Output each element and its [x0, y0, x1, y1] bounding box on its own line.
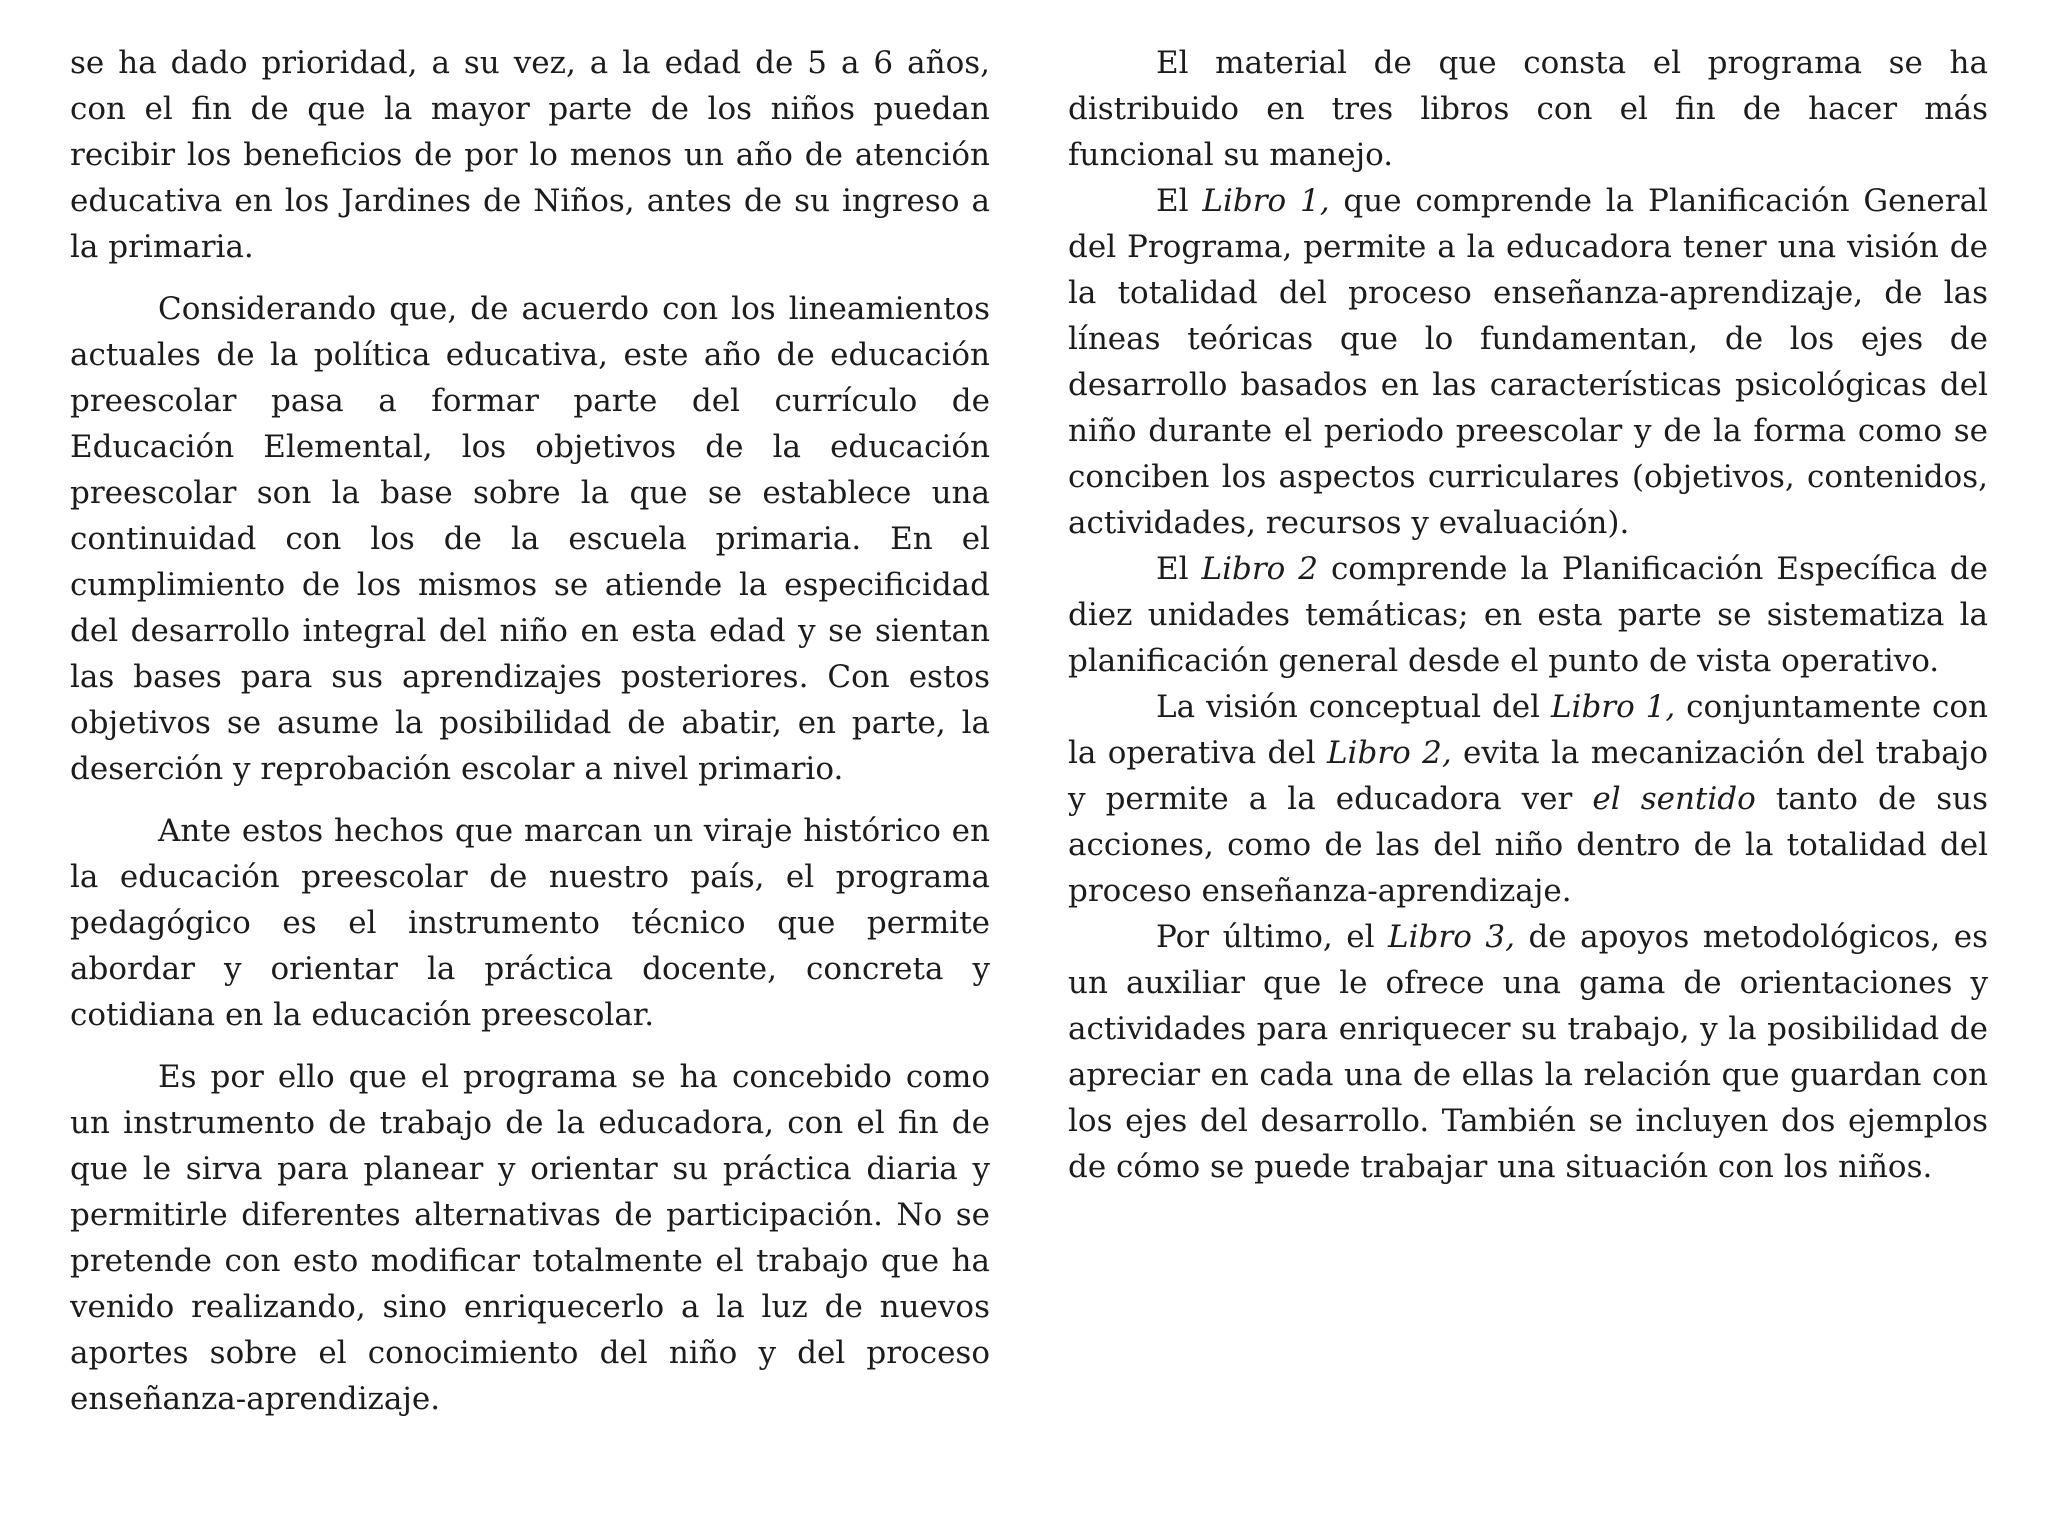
paragraph [70, 286, 990, 792]
paragraph-text: de apoyos metodológicos, es un auxiliar que le ofrece una gama de orientaciones y actividades para enriquecer su trabajo, y la posibilidad de apreciar en cada una de ellas la relación que guardan con los ejes del desarrollo. También se incluyen dos ejemplos de cómo se puede trabajar una situación con los niños. [1068, 919, 1988, 1185]
paragraph-text: se ha dado prioridad, a su vez, a la edad de 5 a 6 años, con el fin de que la mayor parte de los niños puedan recibir los beneficios de por lo menos un año de atención educativa en los Jardines de Niños, antes de su ingreso a la primaria. [70, 45, 990, 265]
paragraph-text: tanto de sus acciones, como de las del niño dentro de la totalidad del proceso enseñanza-aprendizaje. [1068, 781, 1989, 909]
paragraph [1068, 546, 1988, 684]
italic-text: el sentido [1592, 781, 1756, 817]
italic-text: Libro 1, [1550, 689, 1676, 725]
paragraph-text: El [1156, 183, 1203, 219]
italic-text: Libro 2, [1326, 735, 1452, 771]
paragraph [1068, 40, 1988, 178]
paragraph-text: Por último, el [1156, 919, 1389, 955]
paragraph [70, 40, 990, 270]
paragraph [1068, 914, 1988, 1190]
paragraph-text: comprende la Planificación Específica de diez unidades temáticas; en esta parte se sistematiza la planificación general desde el punto de vista operativo. [1068, 551, 1988, 679]
italic-text: Libro 1, [1202, 183, 1330, 219]
paragraph [70, 1054, 990, 1422]
paragraph [1068, 178, 1988, 546]
italic-text: Libro 2 [1201, 551, 1318, 587]
italic-text: Libro 3, [1388, 919, 1515, 955]
paragraph-text: Considerando que, de acuerdo con los lineamientos actuales de la política educativa, este año de educación preescolar pasa a formar parte del currículo de Educación Elemental, los objetivos de la educación preescolar son la base sobre la que se establece una continuidad con los de la escuela primaria. En el cumplimiento de los mismos se atiende la especificidad del desarrollo integral del niño en esta edad y se sientan las bases para sus aprendizajes posteriores. Con estos objetivos se asume la posibilidad de abatir, en parte, la deserción y reprobación escolar a nivel primario. [70, 291, 990, 787]
paragraph-text: conjuntamente con la operativa del [1068, 689, 1988, 771]
paragraph-text: Ante estos hechos que marcan un viraje histórico en la educación preescolar de nuestro país, el programa pedagógico es el instrumento técnico que permite abordar y orientar la práctica docente, concreta y cotidiana en la educación preescolar. [70, 813, 990, 1033]
paragraph-text: El [1156, 551, 1202, 587]
paragraph [70, 808, 990, 1038]
paragraph-text: evita la mecanización del trabajo y permite a la educadora ver [1068, 735, 1988, 817]
paragraph [1068, 684, 1988, 914]
paragraph-text: La visión conceptual del [1156, 689, 1551, 725]
paragraph-text: El material de que consta el programa se ha distribuido en tres libros con el fin de hacer más funcional su manejo. [1068, 45, 1988, 173]
paragraph-text: que comprende la Planificación General del Programa, permite a la educadora tener una visión de la totalidad del proceso enseñanza-aprendizaje, de las líneas teóricas que lo fundamentan, de los ejes de desarrollo basados en las características psicológicas del niño durante el periodo preescolar y de la forma como se conciben los aspectos curriculares (objetivos, contenidos, actividades, recursos y evaluación). [1068, 183, 1988, 541]
right-column [1068, 40, 1988, 1190]
paragraph-text: Es por ello que el programa se ha concebido como un instrumento de trabajo de la educadora, con el fin de que le sirva para planear y orientar su práctica diaria y permitirle diferentes alternativas de participación. No se pretende con esto modificar totalmente el trabajo que ha venido realizando, sino enriquecerlo a la luz de nuevos aportes sobre el conocimiento del niño y del proceso enseñanza-aprendizaje. [70, 1059, 990, 1417]
left-column [70, 40, 990, 1422]
